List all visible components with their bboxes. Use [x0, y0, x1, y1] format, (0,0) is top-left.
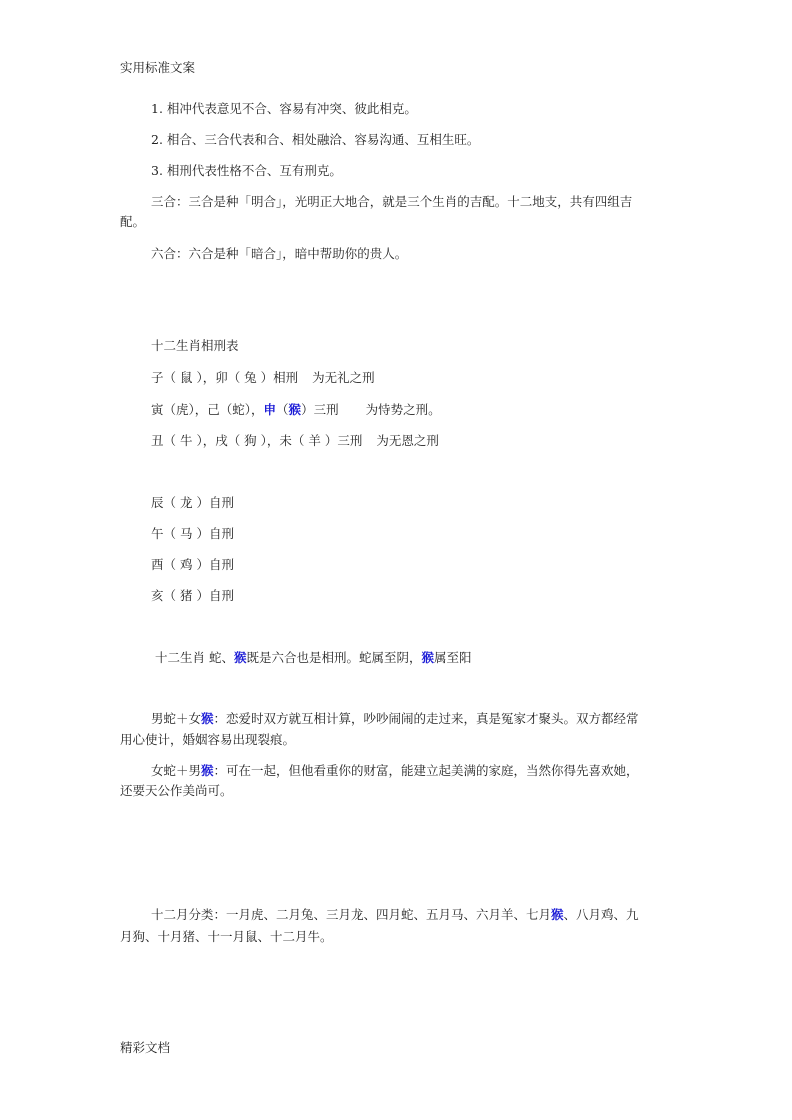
- xing-desc: 为恃势之刑。: [365, 402, 441, 417]
- self-xing-item: 亥（ 猪 ）自刑: [151, 588, 234, 603]
- xing-row: [151, 433, 439, 449]
- male-snake-line-2: 用心使计，婚姻容易出现裂痕。: [120, 732, 296, 747]
- self-xing-item: 辰（ 龙 ）自刑: [151, 495, 234, 510]
- xing-paren: （: [276, 402, 289, 417]
- highlight-shen: 申: [263, 402, 277, 417]
- xing-pair: 子（ 鼠 ），卯（ 兔 ）相刑: [151, 370, 299, 385]
- highlight-monkey: 猴: [288, 402, 302, 417]
- sanhe-line-2: 配。: [120, 214, 146, 229]
- text-part: 既是六合也是相刑。蛇属至阴，: [246, 650, 422, 665]
- female-snake-line-2: 还要天公作美尚可。: [120, 783, 233, 798]
- xing-desc: 为无恩之刑: [376, 433, 439, 448]
- numbered-item: [151, 163, 342, 179]
- months-line-2: 月狗、十月猪、十一月鼠、十二月牛。: [120, 929, 333, 944]
- xing-pair: 丑（ 牛 ），戌（ 狗 ），未（ 羊 ）三刑: [151, 433, 363, 448]
- text-part: ：恋爱时双方就互相计算，吵吵闹闹的走过来，真是冤家才聚头。双方都经常: [213, 711, 639, 726]
- numbered-item: [151, 101, 417, 117]
- female-snake-line-1: [151, 763, 639, 779]
- xing-row: [151, 402, 441, 418]
- xing-table-title: 十二生肖相刑表: [151, 338, 239, 353]
- item-text: 相冲代表意见不合、容易有冲突、彼此相克。: [166, 101, 417, 116]
- text-part: 女蛇＋男: [151, 763, 202, 778]
- highlight-monkey: 猴: [201, 711, 214, 726]
- item-text: 相刑代表性格不合、互有刑克。: [166, 163, 342, 178]
- text-part: 、八月鸡、九: [563, 907, 639, 922]
- liuhe-paragraph: 六合：六合是种「暗合」，暗中帮助你的贵人。: [151, 246, 408, 261]
- months-line-1: [151, 907, 639, 923]
- self-xing-item: 酉（ 鸡 ）自刑: [151, 557, 234, 572]
- male-snake-line-1: [151, 711, 639, 727]
- xing-pair: 寅（虎），己（蛇），: [151, 402, 264, 417]
- snake-monkey-line: [155, 650, 472, 666]
- highlight-monkey: 猴: [421, 650, 435, 665]
- numbered-item: [151, 132, 479, 148]
- highlight-monkey: 猴: [551, 907, 564, 922]
- text-part: 属至阳: [434, 650, 472, 665]
- sanhe-line-1: 三合：三合是种「明合」，光明正大地合，就是三个生肖的吉配。十二地支，共有四组吉: [151, 194, 633, 209]
- item-number: 2.: [151, 132, 163, 147]
- text-part: 男蛇＋女: [151, 711, 202, 726]
- xing-row: [151, 370, 375, 386]
- text-part: 十二月分类：一月虎、二月兔、三月龙、四月蛇、五月马、六月羊、七月: [151, 907, 552, 922]
- text-part: ：可在一起，但他看重你的财富，能建立起美满的家庭，当然你得先喜欢她，: [213, 763, 639, 778]
- highlight-monkey: 猴: [201, 763, 214, 778]
- xing-desc: 为无礼之刑: [312, 370, 375, 385]
- item-number: 1.: [151, 101, 163, 116]
- item-text: 相合、三合代表和合、相处融洽、容易沟通、互相生旺。: [166, 132, 480, 147]
- page-header: 实用标准文案: [120, 60, 196, 75]
- highlight-monkey: 猴: [233, 650, 247, 665]
- text-part: 十二生肖 蛇、: [155, 650, 234, 665]
- xing-suffix: ）三刑: [301, 402, 339, 417]
- page-footer: 精彩文档: [120, 1040, 171, 1055]
- item-number: 3.: [151, 163, 163, 178]
- self-xing-item: 午（ 马 ）自刑: [151, 526, 234, 541]
